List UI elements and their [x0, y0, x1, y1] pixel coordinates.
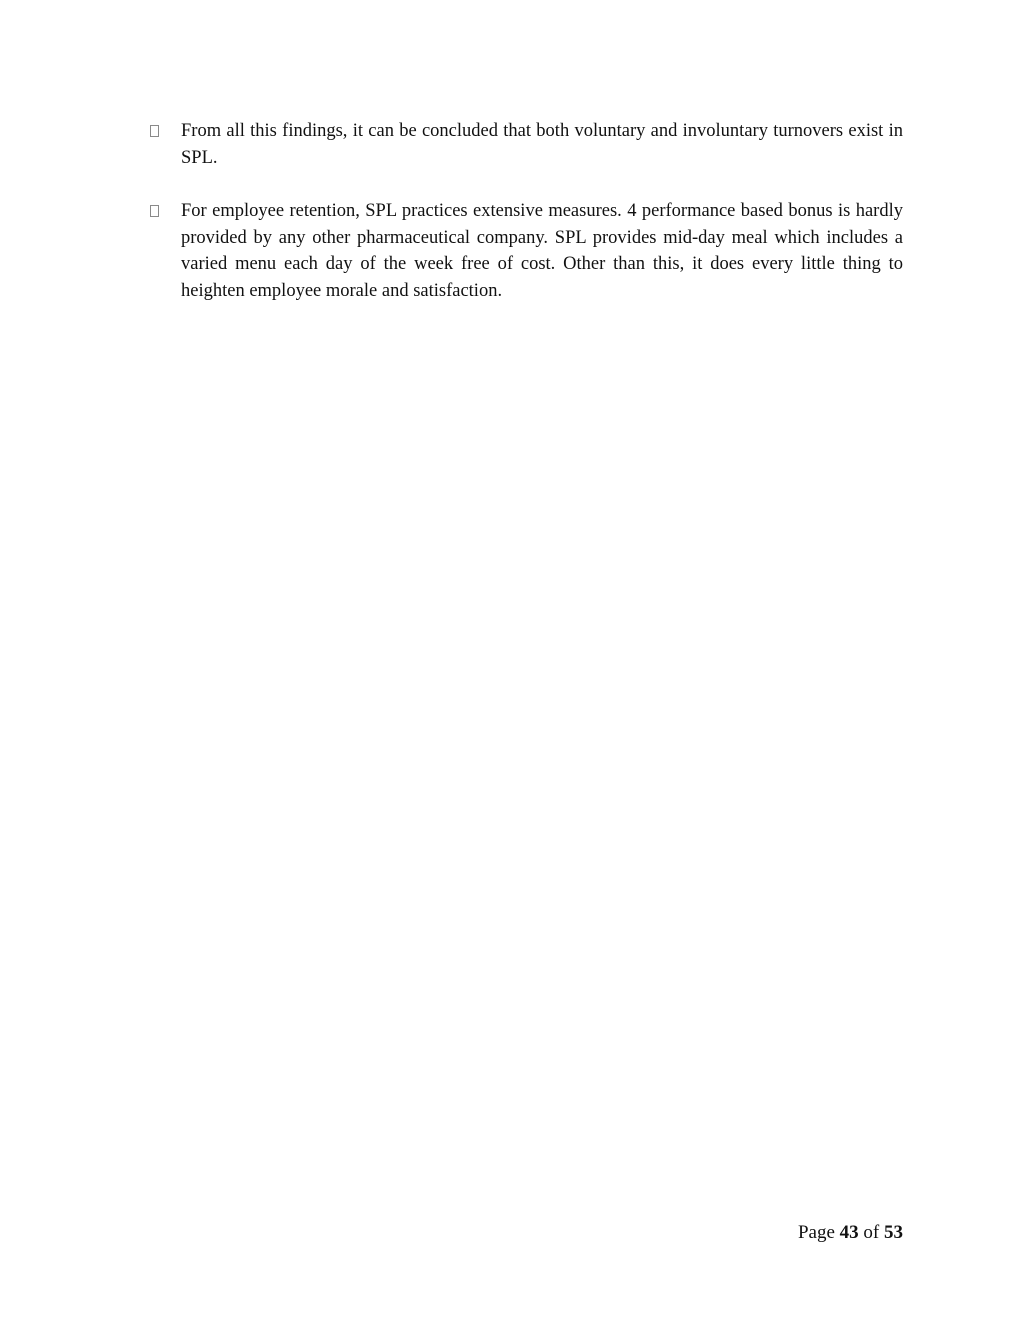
missing-glyph-box-icon [150, 125, 159, 137]
bullet-text: For employee retention, SPL practices extensive measures. 4 performance based bonus is hardly provided by any other pharmaceutical company. SPL provides mid-day meal which includes a varied menu each day of the week free of cost. Other than this, it does every little thing to heighten employee morale and satisfaction. [181, 201, 903, 301]
bullet-item [150, 198, 903, 304]
missing-glyph-box-icon [150, 205, 159, 217]
bullet-item [150, 118, 903, 171]
current-page-number: 43 [839, 1222, 859, 1243]
page-word: Page [797, 1222, 835, 1243]
page-footer [798, 1220, 903, 1246]
bullet-list [150, 118, 903, 332]
of-word: of [863, 1222, 880, 1243]
total-pages-number: 53 [884, 1222, 903, 1243]
bullet-text: From all this findings, it can be concluded that both voluntary and involuntary turnovers exist in SPL. [181, 121, 903, 168]
